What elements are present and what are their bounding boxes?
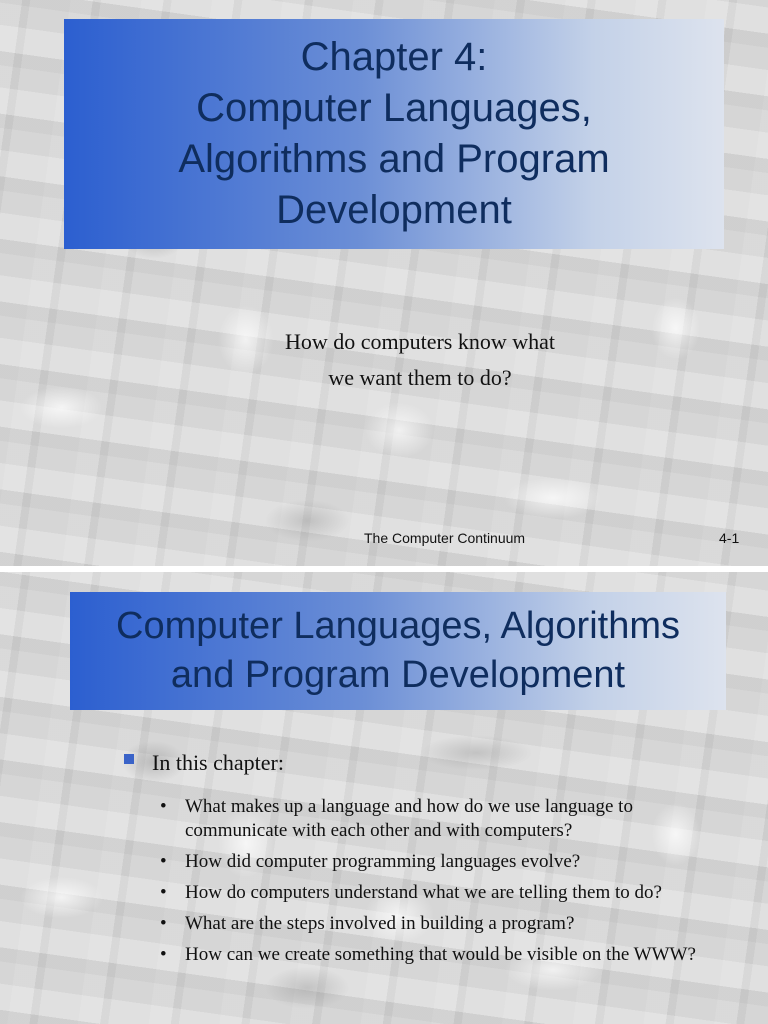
list-item bbox=[160, 850, 720, 874]
slide-2-title bbox=[116, 602, 680, 701]
slide-1-title bbox=[178, 32, 609, 237]
slide-1-footer: The Computer Continuum bbox=[364, 530, 526, 546]
slide-2 bbox=[0, 572, 768, 1024]
main-bullet-label: In this chapter: bbox=[152, 750, 284, 775]
slide-1-title-banner bbox=[64, 19, 724, 249]
slide-1-title-line: Development bbox=[276, 188, 512, 233]
list-item-text: How can we create something that would be visible on the WWW? bbox=[185, 944, 696, 965]
question-line: we want them to do? bbox=[328, 365, 512, 390]
list-item bbox=[160, 795, 720, 843]
list-item bbox=[160, 912, 720, 936]
dot-bullet-icon: • bbox=[160, 796, 167, 817]
dot-bullet-icon: • bbox=[160, 851, 167, 872]
list-item-text: What makes up a language and how do we use language to communicate with each other and with computers? bbox=[185, 796, 633, 841]
slide-2-title-banner bbox=[70, 592, 726, 710]
square-bullet-icon bbox=[124, 754, 134, 764]
slide-2-title-line: and Program Development bbox=[170, 654, 626, 696]
list-item bbox=[160, 881, 720, 905]
list-item-text: What are the steps involved in building a program? bbox=[185, 913, 575, 934]
slide-1-page-number: 4-1 bbox=[719, 530, 740, 546]
slide-1-title-line: Chapter 4: bbox=[300, 34, 488, 79]
slide-1-title-line: Algorithms and Program bbox=[178, 137, 610, 181]
slide-2-title-line: Computer Languages, Algorithms bbox=[116, 604, 680, 647]
list-item-text: How did computer programming languages evolve? bbox=[185, 851, 581, 872]
list-item-text: How do computers understand what we are telling them to do? bbox=[185, 882, 662, 903]
dot-bullet-icon: • bbox=[160, 882, 167, 903]
sub-bullet-list bbox=[160, 795, 720, 974]
slide-1-title-line: Computer Languages, bbox=[196, 85, 592, 130]
question-line: How do computers know what bbox=[284, 329, 556, 354]
dot-bullet-icon: • bbox=[160, 944, 167, 965]
dot-bullet-icon: • bbox=[160, 913, 167, 934]
list-item bbox=[160, 943, 720, 967]
slide-1-question bbox=[200, 324, 640, 396]
main-bullet bbox=[124, 750, 284, 776]
